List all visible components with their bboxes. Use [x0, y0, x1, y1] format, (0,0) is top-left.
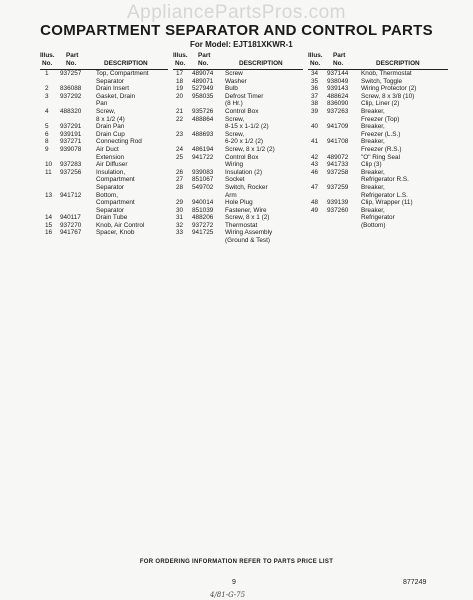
- part-no: 937257: [60, 70, 82, 77]
- illus-no: 42: [311, 153, 319, 161]
- illus-no: 5: [45, 123, 49, 131]
- table-row: [308, 70, 448, 78]
- table-row: [308, 199, 448, 207]
- table-row: [40, 222, 168, 230]
- header-part-no: No.: [333, 60, 344, 67]
- table-row: [40, 184, 168, 192]
- part-no: 937258: [327, 168, 349, 176]
- part-no: 851039: [192, 206, 214, 214]
- table-row: [308, 100, 448, 108]
- description: (Ground & Test): [225, 237, 270, 245]
- table-row: [308, 85, 448, 93]
- part-no: 488320: [60, 107, 82, 115]
- table-row: [308, 108, 448, 116]
- table-row: [40, 207, 168, 215]
- table-row: [173, 237, 303, 245]
- table-row: [40, 146, 168, 154]
- table-row: [40, 123, 168, 131]
- description: 8 x 1/2 (4): [96, 115, 125, 123]
- description: Switch, Toggle: [361, 77, 403, 85]
- table-row: [40, 192, 168, 200]
- illus-no: 21: [176, 107, 184, 115]
- table-row: [308, 176, 448, 184]
- description: Screw, 8 x 1 (2): [225, 214, 270, 222]
- description: Screw, 8 x 1/2 (2): [225, 145, 275, 153]
- illus-no: 13: [45, 191, 53, 199]
- table-row: [40, 116, 168, 124]
- description: 8-15 x 1-1/2 (2): [225, 123, 269, 131]
- table-row: [308, 138, 448, 146]
- description: Bulb: [225, 85, 238, 93]
- table-row: [40, 138, 168, 146]
- description: (Bottom): [361, 221, 386, 229]
- part-no: 488206: [192, 214, 214, 222]
- table-row: [308, 116, 448, 124]
- description: Insulation,: [96, 168, 126, 176]
- description: Wiring: [225, 161, 244, 169]
- model-line: For Model: EJT181XKWR-1: [190, 40, 293, 49]
- table-row: [173, 123, 303, 131]
- part-no: 489071: [192, 77, 214, 85]
- illus-no: 30: [176, 206, 184, 214]
- part-no: 836090: [327, 100, 349, 108]
- illus-no: 36: [311, 85, 319, 93]
- description: Breaker,: [361, 107, 385, 115]
- part-no: 937271: [60, 138, 82, 146]
- table-row: [308, 214, 448, 222]
- part-no: 549702: [192, 183, 214, 191]
- description: Bottom,: [96, 191, 119, 199]
- description: Socket: [225, 176, 245, 184]
- description: Breaker,: [361, 123, 385, 131]
- illus-no: 23: [176, 130, 184, 138]
- part-no: 836088: [60, 85, 82, 93]
- description: Control Box: [225, 153, 259, 161]
- table-row: [308, 131, 448, 139]
- description: Separator: [96, 206, 125, 214]
- table-row: [308, 123, 448, 131]
- illus-no: 3: [45, 92, 49, 100]
- header-part: Part: [333, 52, 346, 59]
- header-part: Part: [198, 52, 211, 59]
- illus-no: 28: [176, 183, 184, 191]
- table-row: [173, 138, 303, 146]
- description: Drain Insert: [96, 85, 130, 93]
- description: Thermostat: [225, 221, 258, 229]
- table-row: [173, 184, 303, 192]
- part-no: 937260: [327, 206, 349, 214]
- header-description: DESCRIPTION: [239, 60, 283, 67]
- part-no: 941722: [192, 153, 214, 161]
- table-row: [173, 214, 303, 222]
- header-no: No.: [175, 60, 186, 67]
- description: Switch, Rocker: [225, 183, 268, 191]
- illus-no: 20: [176, 92, 184, 100]
- description: Insulation (2): [225, 168, 262, 176]
- illus-no: 4: [45, 107, 49, 115]
- table-row: [40, 100, 168, 108]
- column-header: [40, 50, 168, 70]
- illus-no: 1: [45, 70, 49, 77]
- table-row: [40, 108, 168, 116]
- illus-no: 9: [45, 145, 49, 153]
- description: Breaker,: [361, 206, 385, 214]
- table-row: [308, 78, 448, 86]
- part-no: 937144: [327, 70, 349, 77]
- table-row: [173, 161, 303, 169]
- description: Drain Pan: [96, 123, 125, 131]
- part-no: 937256: [60, 168, 82, 176]
- table-row: [173, 169, 303, 177]
- table-row: [40, 176, 168, 184]
- part-no: 941725: [192, 229, 214, 237]
- table-row: [308, 222, 448, 230]
- header-part: Part: [66, 52, 79, 59]
- header-illus: Illus.: [308, 52, 323, 59]
- illus-no: 14: [45, 214, 53, 222]
- illus-no: 22: [176, 115, 184, 123]
- description: Defrost Timer: [225, 92, 264, 100]
- rows: [40, 70, 168, 237]
- part-no: 940117: [60, 214, 81, 222]
- part-no: 938049: [327, 77, 349, 85]
- description: Freezer (L.S.): [361, 130, 401, 138]
- part-no: 489072: [327, 153, 349, 161]
- description: Drain Tube: [96, 214, 128, 222]
- table-row: [308, 207, 448, 215]
- table-row: [308, 146, 448, 154]
- table-row: [173, 78, 303, 86]
- part-no: 937292: [60, 92, 82, 100]
- part-no: 937259: [327, 183, 349, 191]
- description: Fastener, Wire: [225, 206, 267, 214]
- description: Screw,: [225, 130, 245, 138]
- header-no: No.: [310, 60, 321, 67]
- illus-no: 48: [311, 199, 319, 207]
- header-description: DESCRIPTION: [104, 60, 148, 67]
- parts-column-2: [173, 50, 303, 245]
- part-no: 939191: [60, 130, 82, 138]
- description: Drain Cup: [96, 130, 125, 138]
- table-row: [173, 116, 303, 124]
- document-number: 877249: [403, 579, 427, 586]
- handwritten-note: 4/81-G-75: [210, 591, 246, 599]
- description: Hole Plug: [225, 199, 253, 207]
- header-description: DESCRIPTION: [376, 60, 420, 67]
- illus-no: 24: [176, 145, 184, 153]
- description: Clip (3): [361, 161, 382, 169]
- ordering-note: FOR ORDERING INFORMATION REFER TO PARTS PRICE LIST: [139, 559, 334, 565]
- illus-no: 11: [45, 168, 52, 176]
- illus-no: 33: [176, 229, 184, 237]
- table-row: [40, 70, 168, 78]
- illus-no: 29: [176, 199, 184, 207]
- illus-no: 46: [311, 168, 319, 176]
- table-row: [40, 154, 168, 162]
- rows: [173, 70, 303, 245]
- description: Arm: [225, 191, 237, 199]
- table-row: [173, 222, 303, 230]
- table-row: [173, 192, 303, 200]
- header-illus: Illus.: [40, 52, 55, 59]
- part-no: 941708: [327, 138, 349, 146]
- column-header: [173, 50, 303, 70]
- illus-no: 18: [176, 77, 184, 85]
- description: Wiring Assembly: [225, 229, 273, 237]
- description: Screw,: [96, 107, 116, 115]
- illus-no: 17: [176, 70, 184, 77]
- part-no: 937291: [60, 123, 82, 131]
- table-row: [173, 70, 303, 78]
- table-row: [173, 85, 303, 93]
- illus-no: 6: [45, 130, 49, 138]
- illus-no: 35: [311, 77, 319, 85]
- illus-no: 2: [45, 85, 49, 93]
- illus-no: 40: [311, 123, 319, 131]
- part-no: 937272: [192, 221, 214, 229]
- header-part-no: No.: [66, 60, 77, 67]
- description: Compartment: [96, 176, 135, 184]
- description: Screw,: [225, 115, 245, 123]
- illus-no: 25: [176, 153, 184, 161]
- part-no: 941733: [327, 161, 349, 169]
- rows: [308, 70, 448, 229]
- part-no: 937270: [60, 221, 82, 229]
- illus-no: 32: [176, 221, 184, 229]
- illus-no: 8: [45, 138, 49, 146]
- table-row: [173, 176, 303, 184]
- table-row: [173, 108, 303, 116]
- description: Clip, Liner (2): [361, 100, 400, 108]
- description: Washer: [225, 77, 247, 85]
- table-row: [40, 93, 168, 101]
- table-row: [308, 192, 448, 200]
- part-no: 937263: [327, 107, 349, 115]
- description: Gasket, Drain: [96, 92, 136, 100]
- table-row: [173, 199, 303, 207]
- illus-no: 31: [176, 214, 184, 222]
- table-row: [40, 199, 168, 207]
- table-row: [173, 93, 303, 101]
- table-row: [308, 93, 448, 101]
- illus-no: 34: [311, 70, 319, 77]
- part-no: 488864: [192, 115, 214, 123]
- description: Screw, 8 x 3/8 (10): [361, 92, 415, 100]
- part-no: 941767: [60, 229, 82, 237]
- description: Wiring Protector (2): [361, 85, 417, 93]
- description: Control Box: [225, 107, 259, 115]
- part-no: 939078: [60, 145, 82, 153]
- description: Breaker,: [361, 168, 385, 176]
- description: Knob, Air Control: [96, 221, 145, 229]
- table-row: [308, 154, 448, 162]
- illus-no: 47: [311, 183, 319, 191]
- part-no: 940014: [192, 199, 214, 207]
- part-no: 958035: [192, 92, 214, 100]
- description: Connecting Rod: [96, 138, 142, 146]
- table-row: [40, 131, 168, 139]
- part-no: 527949: [192, 85, 214, 93]
- table-row: [173, 229, 303, 237]
- description: "O" Ring Seal: [361, 153, 400, 161]
- part-no: 488693: [192, 130, 214, 138]
- table-row: [308, 161, 448, 169]
- part-no: 939083: [192, 168, 214, 176]
- illus-no: 49: [311, 206, 319, 214]
- table-row: [40, 78, 168, 86]
- description: Freezer (Top): [361, 115, 400, 123]
- illus-no: 38: [311, 100, 319, 108]
- part-no: 489074: [192, 70, 214, 77]
- illus-no: 27: [176, 176, 184, 184]
- description: Breaker,: [361, 138, 385, 146]
- part-no: 851067: [192, 176, 214, 184]
- table-row: [173, 146, 303, 154]
- part-no: 937283: [60, 161, 82, 169]
- header-part-no: No.: [198, 60, 209, 67]
- header-no: No.: [42, 60, 53, 67]
- description: Air Diffuser: [96, 161, 128, 169]
- illus-no: 15: [45, 221, 53, 229]
- description: Freezer (R.S.): [361, 145, 402, 153]
- part-no: 939139: [327, 199, 349, 207]
- description: Compartment: [96, 199, 135, 207]
- parts-column-1: [40, 50, 168, 237]
- description: Spacer, Knob: [96, 229, 135, 237]
- description: Refrigerator L.S.: [361, 191, 408, 199]
- watermark: AppliancePartsPros.com: [126, 2, 347, 23]
- table-row: [40, 169, 168, 177]
- page-number: 9: [232, 579, 236, 586]
- table-row: [308, 184, 448, 192]
- table-row: [40, 161, 168, 169]
- illus-no: 37: [311, 92, 319, 100]
- description: Separator: [96, 77, 125, 85]
- table-row: [173, 131, 303, 139]
- description: Screw: [225, 70, 243, 77]
- part-no: 941712: [60, 191, 82, 199]
- parts-column-3: [308, 50, 448, 229]
- description: Separator: [96, 183, 125, 191]
- part-no: 935726: [192, 107, 214, 115]
- description: Refrigerator: [361, 214, 395, 222]
- description: Refrigerator R.S.: [361, 176, 409, 184]
- part-no: 939143: [327, 85, 349, 93]
- description: Air Duct: [96, 145, 119, 153]
- description: Clip, Wrapper (11): [361, 199, 413, 207]
- illus-no: 26: [176, 168, 184, 176]
- illus-no: 41: [311, 138, 319, 146]
- description: Knob, Thermostat: [361, 70, 412, 77]
- table-row: [173, 207, 303, 215]
- table-row: [173, 100, 303, 108]
- illus-no: 10: [45, 161, 53, 169]
- part-no: 486194: [192, 145, 214, 153]
- illus-no: 16: [45, 229, 53, 237]
- illus-no: 39: [311, 107, 319, 115]
- column-header: [308, 50, 448, 70]
- description: 6-20 x 1/2 (2): [225, 138, 264, 146]
- table-row: [173, 154, 303, 162]
- description: Top, Compartment: [96, 70, 149, 77]
- page-title: COMPARTMENT SEPARATOR AND CONTROL PARTS: [40, 22, 433, 39]
- table-row: [40, 85, 168, 93]
- part-no: 488624: [327, 92, 349, 100]
- header-illus: Illus.: [173, 52, 188, 59]
- description: Breaker,: [361, 183, 385, 191]
- table-row: [40, 229, 168, 237]
- illus-no: 43: [311, 161, 319, 169]
- table-row: [40, 214, 168, 222]
- description: Pan: [96, 100, 108, 108]
- description: Extension: [96, 153, 125, 161]
- part-no: 941709: [327, 123, 349, 131]
- table-row: [308, 169, 448, 177]
- description: (8 Hr.): [225, 100, 243, 108]
- illus-no: 19: [176, 85, 184, 93]
